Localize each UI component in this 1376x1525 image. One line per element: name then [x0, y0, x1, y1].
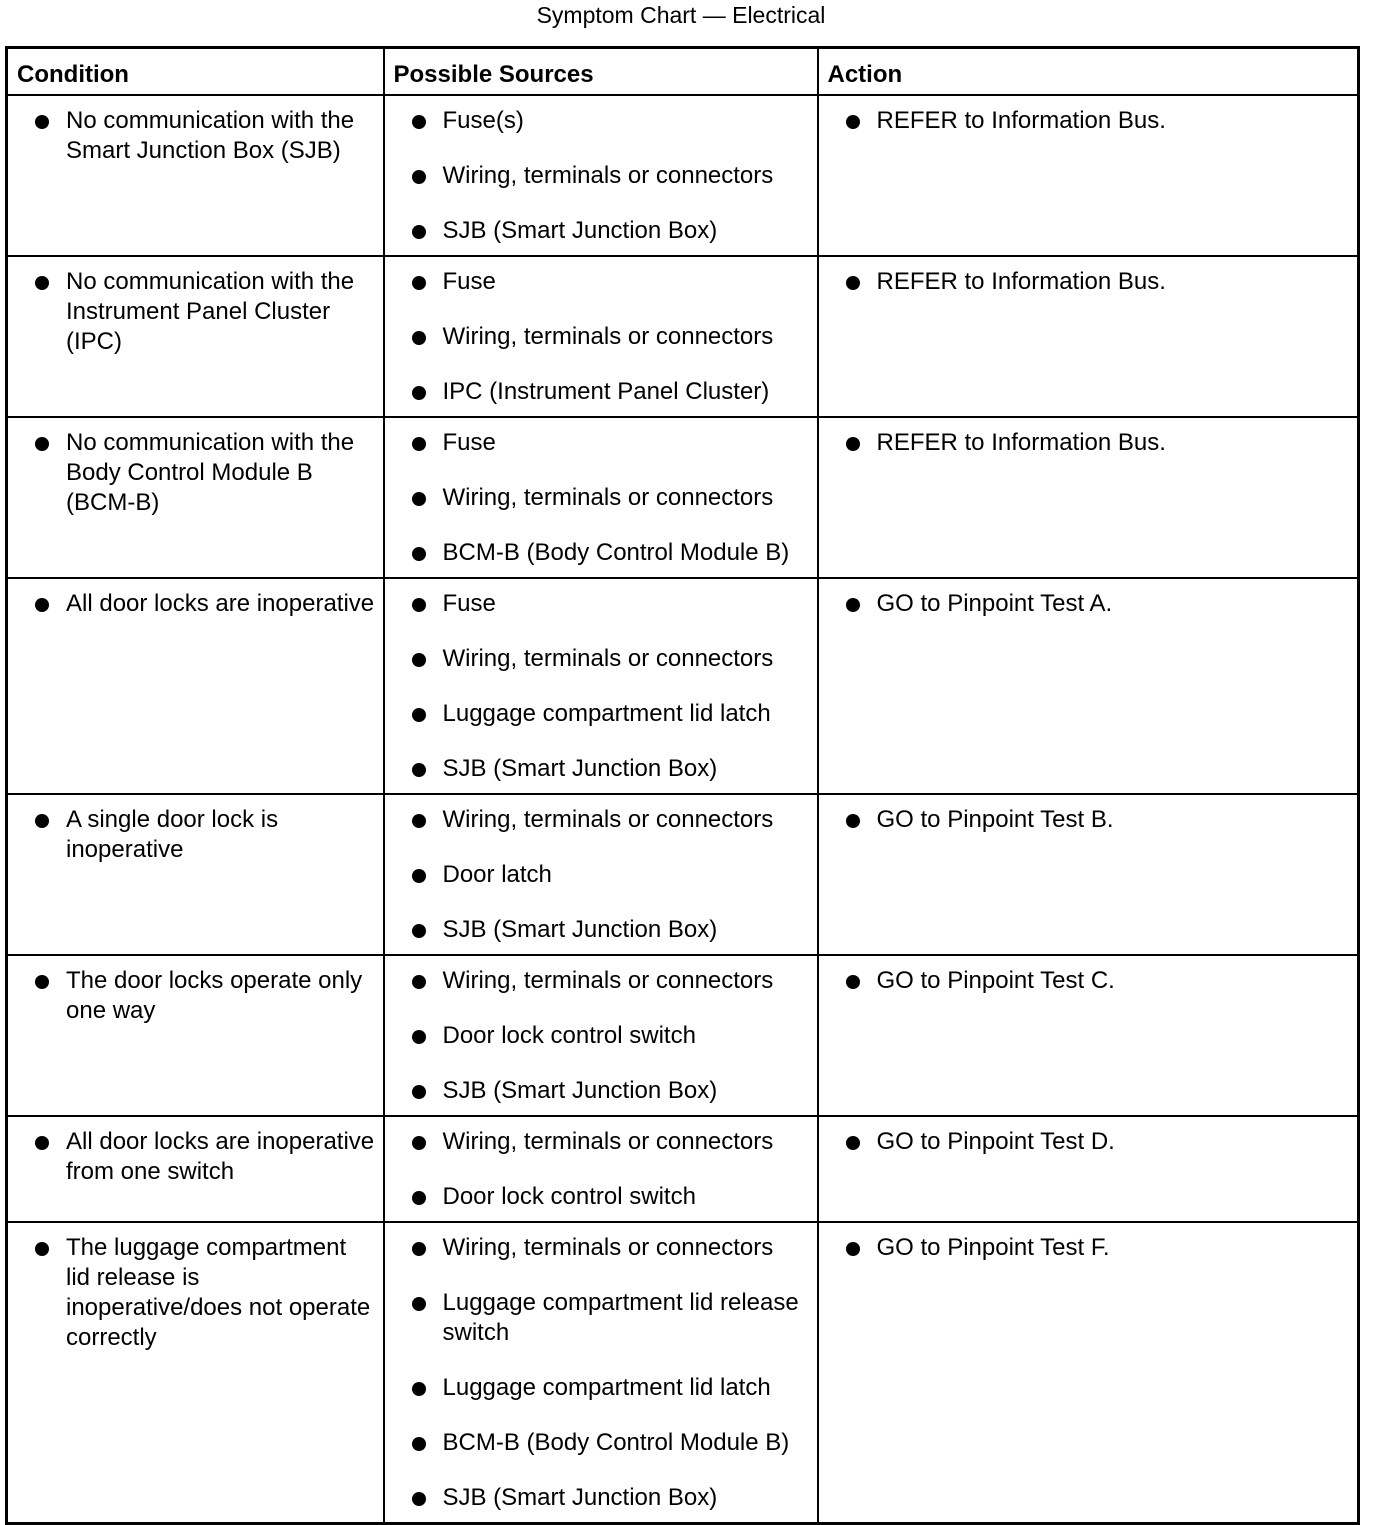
- list-item: [819, 966, 1350, 996]
- table-row: [7, 1116, 1359, 1222]
- list-item: [385, 377, 809, 407]
- list-item-text: GO to Pinpoint Test B.: [876, 805, 1114, 833]
- bullet-list: [819, 1233, 1350, 1263]
- bullet-icon: [35, 975, 49, 989]
- list-item-text: No communication with the Instrument Panel Cluster (IPC): [66, 267, 355, 355]
- bullet-icon: [846, 1242, 860, 1256]
- bullet-icon: [35, 1242, 49, 1256]
- action-cell: [818, 1222, 1359, 1524]
- sources-cell: [384, 1222, 818, 1524]
- list-item-text: Wiring, terminals or connectors: [442, 644, 774, 672]
- bullet-icon: [412, 1030, 426, 1044]
- bullet-icon: [846, 115, 860, 129]
- action-cell: [818, 1116, 1359, 1222]
- bullet-list: [8, 267, 375, 357]
- list-item-text: SJB (Smart Junction Box): [442, 216, 718, 244]
- bullet-icon: [412, 1085, 426, 1099]
- list-item: [385, 1021, 809, 1051]
- column-header-possible-sources: Possible Sources: [384, 48, 818, 95]
- bullet-icon: [35, 276, 49, 290]
- sources-cell: [384, 955, 818, 1116]
- symptom-table: [5, 46, 1360, 1525]
- table-row: [7, 955, 1359, 1116]
- table-row: [7, 1222, 1359, 1524]
- list-item: [385, 1373, 809, 1403]
- list-item: [385, 1076, 809, 1106]
- list-item: [8, 106, 375, 166]
- list-item: [385, 1233, 809, 1263]
- bullet-list: [385, 106, 809, 246]
- bullet-list: [819, 106, 1350, 136]
- list-item: [385, 860, 809, 890]
- bullet-list: [8, 966, 375, 1026]
- table-row: [7, 794, 1359, 955]
- sources-cell: [384, 95, 818, 256]
- list-item-text: Fuse: [442, 428, 496, 456]
- list-item-text: REFER to Information Bus.: [876, 428, 1166, 456]
- list-item: [8, 1127, 375, 1187]
- list-item-text: SJB (Smart Junction Box): [442, 1483, 718, 1511]
- bullet-icon: [412, 1297, 426, 1311]
- bullet-icon: [846, 975, 860, 989]
- list-item-text: All door locks are inoperative: [66, 589, 375, 617]
- list-item-text: Door latch: [442, 860, 552, 888]
- bullet-list: [819, 805, 1350, 835]
- bullet-icon: [412, 1437, 426, 1451]
- list-item-text: The luggage compartment lid release is inoperative/does not operate correctly: [66, 1233, 371, 1351]
- sources-cell: [384, 256, 818, 417]
- page-title: Symptom Chart — Electrical: [536, 2, 826, 28]
- list-item-text: BCM-B (Body Control Module B): [442, 1428, 790, 1456]
- list-item: [385, 754, 809, 784]
- condition-cell: [7, 1116, 384, 1222]
- bullet-icon: [412, 331, 426, 345]
- condition-cell: [7, 955, 384, 1116]
- sources-cell: [384, 794, 818, 955]
- bullet-list: [819, 966, 1350, 996]
- bullet-icon: [412, 492, 426, 506]
- bullet-icon: [412, 708, 426, 722]
- list-item: [385, 589, 809, 619]
- list-item-text: SJB (Smart Junction Box): [442, 754, 718, 782]
- list-item-text: Door lock control switch: [442, 1182, 696, 1210]
- bullet-list: [385, 966, 809, 1106]
- bullet-icon: [412, 1191, 426, 1205]
- bullet-icon: [412, 763, 426, 777]
- list-item: [385, 322, 809, 352]
- bullet-icon: [412, 547, 426, 561]
- bullet-list: [385, 1233, 809, 1513]
- list-item: [8, 267, 375, 357]
- action-cell: [818, 95, 1359, 256]
- condition-cell: [7, 794, 384, 955]
- list-item: [8, 589, 375, 619]
- list-item: [385, 267, 809, 297]
- bullet-list: [385, 267, 809, 407]
- list-item-text: Door lock control switch: [442, 1021, 696, 1049]
- bullet-list: [385, 805, 809, 945]
- bullet-icon: [412, 814, 426, 828]
- bullet-icon: [412, 598, 426, 612]
- list-item-text: GO to Pinpoint Test D.: [876, 1127, 1115, 1155]
- bullet-list: [8, 428, 375, 518]
- action-cell: [818, 578, 1359, 794]
- bullet-icon: [35, 437, 49, 451]
- list-item-text: Fuse: [442, 589, 496, 617]
- bullet-list: [819, 267, 1350, 297]
- list-item: [385, 1127, 809, 1157]
- bullet-icon: [35, 598, 49, 612]
- list-item-text: Fuse: [442, 267, 496, 295]
- condition-cell: [7, 256, 384, 417]
- list-item: [385, 483, 809, 513]
- list-item: [819, 589, 1350, 619]
- bullet-list: [8, 589, 375, 619]
- condition-cell: [7, 417, 384, 578]
- list-item: [385, 966, 809, 996]
- bullet-list: [819, 428, 1350, 458]
- bullet-icon: [846, 1136, 860, 1150]
- table-row: [7, 578, 1359, 794]
- list-item-text: All door locks are inoperative from one switch: [66, 1127, 375, 1185]
- bullet-list: [819, 589, 1350, 619]
- table-header-row: [7, 48, 1359, 95]
- list-item: [8, 805, 375, 865]
- column-header-condition: Condition: [7, 48, 384, 95]
- bullet-list: [385, 428, 809, 568]
- bullet-icon: [412, 386, 426, 400]
- list-item-text: REFER to Information Bus.: [876, 267, 1166, 295]
- table-row: [7, 95, 1359, 256]
- bullet-icon: [846, 598, 860, 612]
- bullet-icon: [412, 1242, 426, 1256]
- bullet-list: [385, 1127, 809, 1212]
- bullet-icon: [412, 975, 426, 989]
- list-item-text: No communication with the Smart Junction Box (SJB): [66, 106, 355, 164]
- list-item-text: BCM-B (Body Control Module B): [442, 538, 790, 566]
- list-item-text: SJB (Smart Junction Box): [442, 915, 718, 943]
- list-item: [385, 428, 809, 458]
- list-item: [819, 267, 1350, 297]
- bullet-list: [8, 805, 375, 865]
- list-item: [8, 966, 375, 1026]
- bullet-icon: [412, 653, 426, 667]
- bullet-icon: [35, 814, 49, 828]
- list-item: [385, 699, 809, 729]
- list-item-text: Luggage compartment lid latch: [442, 1373, 771, 1401]
- bullet-list: [819, 1127, 1350, 1157]
- list-item-text: REFER to Information Bus.: [876, 106, 1166, 134]
- bullet-icon: [412, 276, 426, 290]
- condition-cell: [7, 1222, 384, 1524]
- condition-cell: [7, 95, 384, 256]
- action-cell: [818, 794, 1359, 955]
- bullet-list: [8, 1127, 375, 1187]
- sources-cell: [384, 417, 818, 578]
- list-item-text: The door locks operate only one way: [66, 966, 363, 1024]
- list-item: [385, 805, 809, 835]
- list-item-text: GO to Pinpoint Test A.: [876, 589, 1113, 617]
- list-item-text: A single door lock is inoperative: [66, 805, 279, 863]
- list-item-text: Wiring, terminals or connectors: [442, 322, 774, 350]
- bullet-icon: [412, 115, 426, 129]
- list-item-text: Luggage compartment lid latch: [442, 699, 771, 727]
- list-item-text: Wiring, terminals or connectors: [442, 805, 774, 833]
- bullet-icon: [846, 437, 860, 451]
- sources-cell: [384, 1116, 818, 1222]
- bullet-icon: [846, 276, 860, 290]
- list-item-text: Wiring, terminals or connectors: [442, 483, 774, 511]
- list-item: [819, 1127, 1350, 1157]
- list-item: [385, 538, 809, 568]
- list-item: [385, 1428, 809, 1458]
- list-item-text: SJB (Smart Junction Box): [442, 1076, 718, 1104]
- list-item-text: Wiring, terminals or connectors: [442, 1233, 774, 1261]
- list-item: [385, 216, 809, 246]
- bullet-icon: [412, 1136, 426, 1150]
- action-cell: [818, 256, 1359, 417]
- column-header-action: Action: [818, 48, 1359, 95]
- list-item-text: Wiring, terminals or connectors: [442, 966, 774, 994]
- bullet-icon: [412, 869, 426, 883]
- list-item-text: Wiring, terminals or connectors: [442, 161, 774, 189]
- list-item-text: Wiring, terminals or connectors: [442, 1127, 774, 1155]
- list-item: [385, 915, 809, 945]
- bullet-icon: [412, 924, 426, 938]
- list-item: [8, 1233, 375, 1353]
- bullet-list: [8, 1233, 375, 1353]
- list-item: [819, 106, 1350, 136]
- list-item: [385, 644, 809, 674]
- bullet-list: [8, 106, 375, 166]
- bullet-list: [385, 589, 809, 784]
- table-body: [7, 95, 1359, 1524]
- list-item-text: Luggage compartment lid release switch: [442, 1288, 799, 1346]
- bullet-icon: [412, 1492, 426, 1506]
- action-cell: [818, 417, 1359, 578]
- list-item: [8, 428, 375, 518]
- sources-cell: [384, 578, 818, 794]
- list-item: [385, 1182, 809, 1212]
- bullet-icon: [35, 115, 49, 129]
- list-item: [385, 161, 809, 191]
- bullet-icon: [846, 814, 860, 828]
- bullet-icon: [412, 225, 426, 239]
- action-cell: [818, 955, 1359, 1116]
- list-item-text: GO to Pinpoint Test F.: [876, 1233, 1110, 1261]
- bullet-icon: [412, 437, 426, 451]
- list-item: [385, 1288, 809, 1348]
- list-item: [819, 428, 1350, 458]
- list-item: [385, 1483, 809, 1513]
- list-item: [819, 805, 1350, 835]
- bullet-icon: [412, 170, 426, 184]
- table-row: [7, 256, 1359, 417]
- condition-cell: [7, 578, 384, 794]
- bullet-icon: [35, 1136, 49, 1150]
- list-item-text: No communication with the Body Control Module B (BCM-B): [66, 428, 355, 516]
- list-item: [819, 1233, 1350, 1263]
- list-item: [385, 106, 809, 136]
- list-item-text: GO to Pinpoint Test C.: [876, 966, 1115, 994]
- bullet-icon: [412, 1382, 426, 1396]
- table-row: [7, 417, 1359, 578]
- list-item-text: Fuse(s): [442, 106, 524, 134]
- list-item-text: IPC (Instrument Panel Cluster): [442, 377, 770, 405]
